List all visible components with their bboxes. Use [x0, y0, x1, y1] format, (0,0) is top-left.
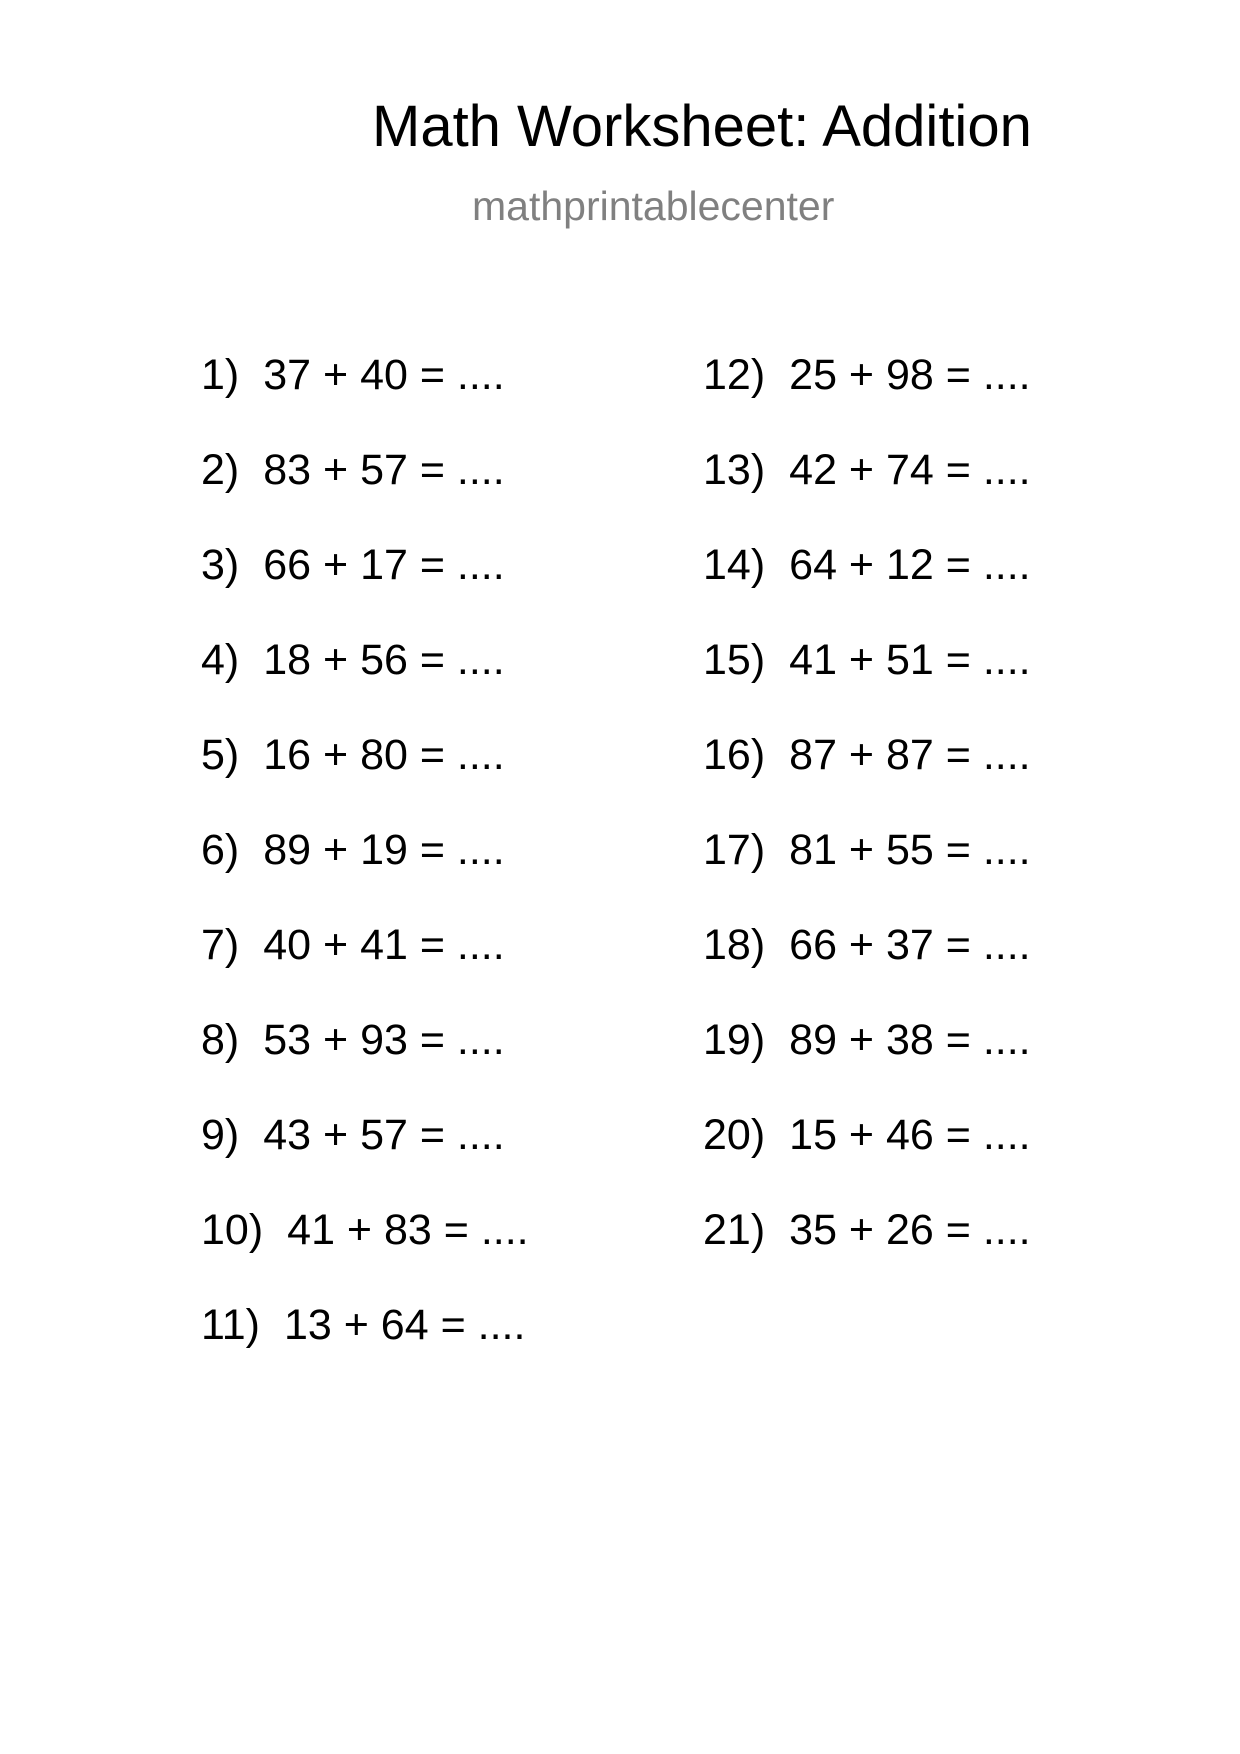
problem-item [703, 825, 1031, 920]
problem-expression: 37 + 40 = .... [263, 351, 505, 399]
problem-expression: 16 + 80 = .... [263, 731, 505, 779]
problem-number: 9) [201, 1111, 240, 1159]
problem-expression: 53 + 93 = .... [263, 1016, 505, 1064]
problem-item [201, 1300, 529, 1395]
problem-item [703, 1110, 1031, 1205]
problem-number: 14) [703, 541, 766, 589]
problem-item [201, 1205, 529, 1300]
problem-number: 21) [703, 1206, 766, 1254]
problem-column-right [703, 350, 1031, 1300]
problem-item [703, 540, 1031, 635]
page-title: Math Worksheet: Addition [372, 94, 1032, 159]
problem-item [703, 350, 1031, 445]
problem-expression: 15 + 46 = .... [789, 1111, 1031, 1159]
problem-column-left [201, 350, 529, 1395]
problem-number: 1) [201, 351, 240, 399]
problem-expression: 89 + 19 = .... [263, 826, 505, 874]
problem-number: 6) [201, 826, 240, 874]
problem-expression: 89 + 38 = .... [789, 1016, 1031, 1064]
problem-item [703, 445, 1031, 540]
problem-item [201, 1110, 529, 1205]
problem-item [703, 920, 1031, 1015]
problem-number: 11) [201, 1301, 260, 1349]
problem-expression: 87 + 87 = .... [789, 731, 1031, 779]
problem-expression: 41 + 51 = .... [789, 636, 1031, 684]
problem-number: 5) [201, 731, 240, 779]
problem-expression: 18 + 56 = .... [263, 636, 505, 684]
problem-expression: 66 + 37 = .... [789, 921, 1031, 969]
problem-number: 7) [201, 921, 240, 969]
problem-number: 18) [703, 921, 766, 969]
problem-expression: 41 + 83 = .... [287, 1206, 529, 1254]
problem-item [201, 920, 529, 1015]
problem-number: 17) [703, 826, 766, 874]
problem-number: 19) [703, 1016, 766, 1064]
problem-item [201, 540, 529, 635]
problem-number: 13) [703, 446, 766, 494]
problem-item [201, 825, 529, 920]
problem-item [201, 730, 529, 825]
problem-number: 16) [703, 731, 766, 779]
problem-expression: 81 + 55 = .... [789, 826, 1031, 874]
problem-expression: 66 + 17 = .... [263, 541, 505, 589]
problem-item [703, 730, 1031, 825]
problem-item [201, 635, 529, 730]
problem-number: 2) [201, 446, 240, 494]
problem-item [703, 1205, 1031, 1300]
problem-expression: 43 + 57 = .... [263, 1111, 505, 1159]
problem-number: 10) [201, 1206, 264, 1254]
problem-item [703, 1015, 1031, 1110]
problem-expression: 64 + 12 = .... [789, 541, 1031, 589]
problem-number: 15) [703, 636, 766, 684]
problem-expression: 25 + 98 = .... [789, 351, 1031, 399]
problem-item [703, 635, 1031, 730]
page-subtitle: mathprintablecenter [472, 183, 835, 229]
problem-expression: 35 + 26 = .... [789, 1206, 1031, 1254]
problem-item [201, 350, 529, 445]
problem-number: 8) [201, 1016, 240, 1064]
problem-expression: 13 + 64 = .... [283, 1301, 526, 1349]
problem-item [201, 445, 529, 540]
problem-item [201, 1015, 529, 1110]
problem-expression: 40 + 41 = .... [263, 921, 505, 969]
problem-number: 12) [703, 351, 766, 399]
problem-expression: 83 + 57 = .... [263, 446, 505, 494]
problem-expression: 42 + 74 = .... [789, 446, 1031, 494]
problem-number: 4) [201, 636, 240, 684]
problem-number: 20) [703, 1111, 766, 1159]
problem-number: 3) [201, 541, 240, 589]
